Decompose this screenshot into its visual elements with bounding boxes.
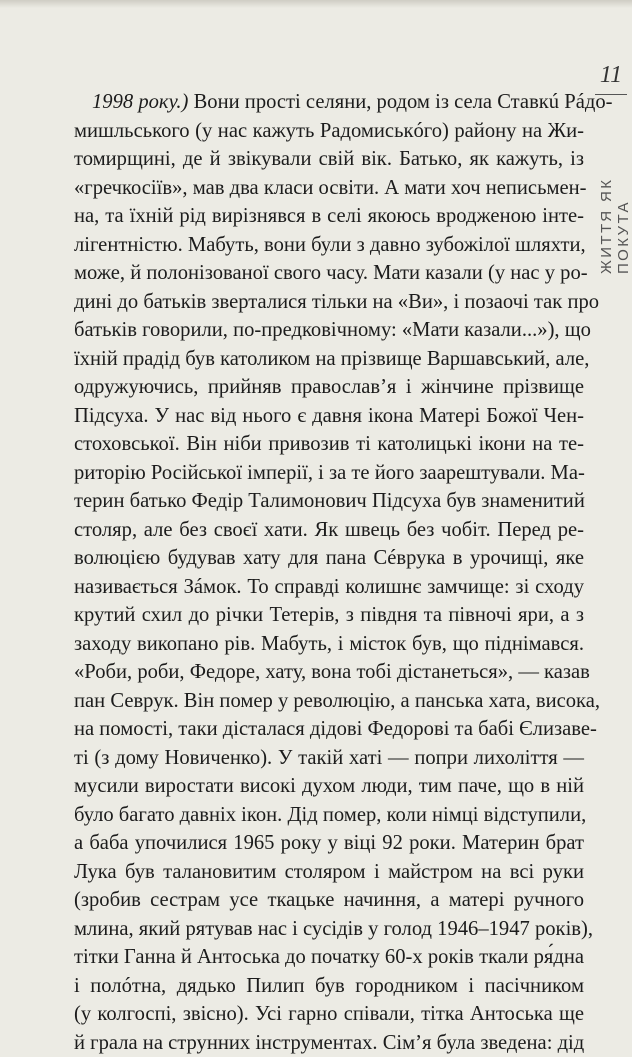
text-line: «Роби, роби, Федоре, хату, вона тобі дістанеться», — казав	[74, 658, 584, 687]
text-line: (у колгоспі, звісно). Усі гарно співали, тітка Антоська ще	[74, 1000, 584, 1029]
text-line: дині до батьків зверталися тільки на «Ви», і позаочі так про	[74, 288, 584, 317]
page-number: 11	[593, 62, 629, 89]
text-line: було багато давніх ікон. Дід помер, коли німці відступили,	[74, 801, 584, 830]
text-line: «гречкосіїв», мав два класи освіти. А мати хоч неписьмен-	[74, 174, 584, 203]
text-line: тітки Ганна й Антоська до початку 60-х років ткали ря́дна	[74, 943, 584, 972]
text-line: а баба упочилися 1965 року у віці 92 роки. Материн брат	[74, 829, 584, 858]
text-line: ті (з дому Новиченко). У такій хаті — попри лихоліття —	[74, 744, 584, 773]
page-top-edge	[0, 0, 632, 8]
text-line: волюцією будував хату для пана Сéврука в урочищі, яке	[74, 544, 584, 573]
text-line: крутий схил до річки Тетерів, з півдня та півночі яри, а з	[74, 601, 584, 630]
text-line: мусили виростати високі духом люди, тим паче, що в ній	[74, 772, 584, 801]
text-line: одружуючись, прийняв православ’я і жінчине прізвище	[74, 373, 584, 402]
text-line: їхній прадід був католиком на прізвище Варшавський, але,	[74, 345, 584, 374]
text-line: Підсуха. У нас від нього є давня ікона Матері Божої Чен-	[74, 402, 584, 431]
text-line: терин батько Федір Талимонович Підсуха був знаменитий	[74, 487, 584, 516]
text-line: млина, який рятував нас і сусідів у голод 1946–1947 років),	[74, 915, 584, 944]
text-line: може, й полонізованої свого часу. Мати казали (у нас у ро-	[74, 259, 584, 288]
text-line: й грала на струнних інструментах. Сім’я була зведена: дід	[74, 1029, 584, 1057]
text-line: столяр, але без своєї хати. Як швець без чобіт. Перед ре-	[74, 516, 584, 545]
text-line: називається Зáмок. То справді колишнє замчище: зі сходу	[74, 573, 584, 602]
text-line: мишльського (у нас кажуть Радомиськóго) району на Жи-	[74, 117, 584, 146]
running-title: ЖИТТЯ ЯК ПОКУТА	[598, 104, 624, 274]
italic-date: 1998 року.)	[92, 91, 188, 113]
text-line: томирщині, де й звікували свій вік. Батько, як кажуть, із	[74, 145, 584, 174]
text-line: лігентністю. Мабуть, вони були з давно зубожілої шляхти,	[74, 231, 584, 260]
text-line: і полóтна, дядько Пилип був городником і пасічником	[74, 972, 584, 1001]
text-line: заходу викопано рів. Мабуть, і місток був, що піднімався.	[74, 630, 584, 659]
text-line: риторію Російської імперії, і за те його заарештували. Ма-	[74, 459, 584, 488]
text-line: пан Севрук. Він помер у революцію, а панська хата, висока,	[74, 687, 584, 716]
text-line: Лука був талановитим столяром і майстром на всі руки	[74, 858, 584, 887]
text-line	[74, 88, 584, 117]
text-line: (зробив сестрам усе ткацьке начиння, а матері ручного	[74, 886, 584, 915]
text-line: на, та їхній рід вирізнявся в селі якоюсь вродженою інте-	[74, 202, 584, 231]
first-line-text: Вони прості селяни, родом із села Ставкú Рáдо-	[188, 91, 612, 113]
text-line: на помості, таки дісталася дідові Федорові та бабі Єлизаве-	[74, 715, 584, 744]
text-line: стоховської. Він ніби привозив ті католицькі ікони на те-	[74, 430, 584, 459]
body-text	[74, 88, 584, 1057]
text-line: батьків говорили, по-предковічному: «Мати казали...»), що	[74, 316, 584, 345]
